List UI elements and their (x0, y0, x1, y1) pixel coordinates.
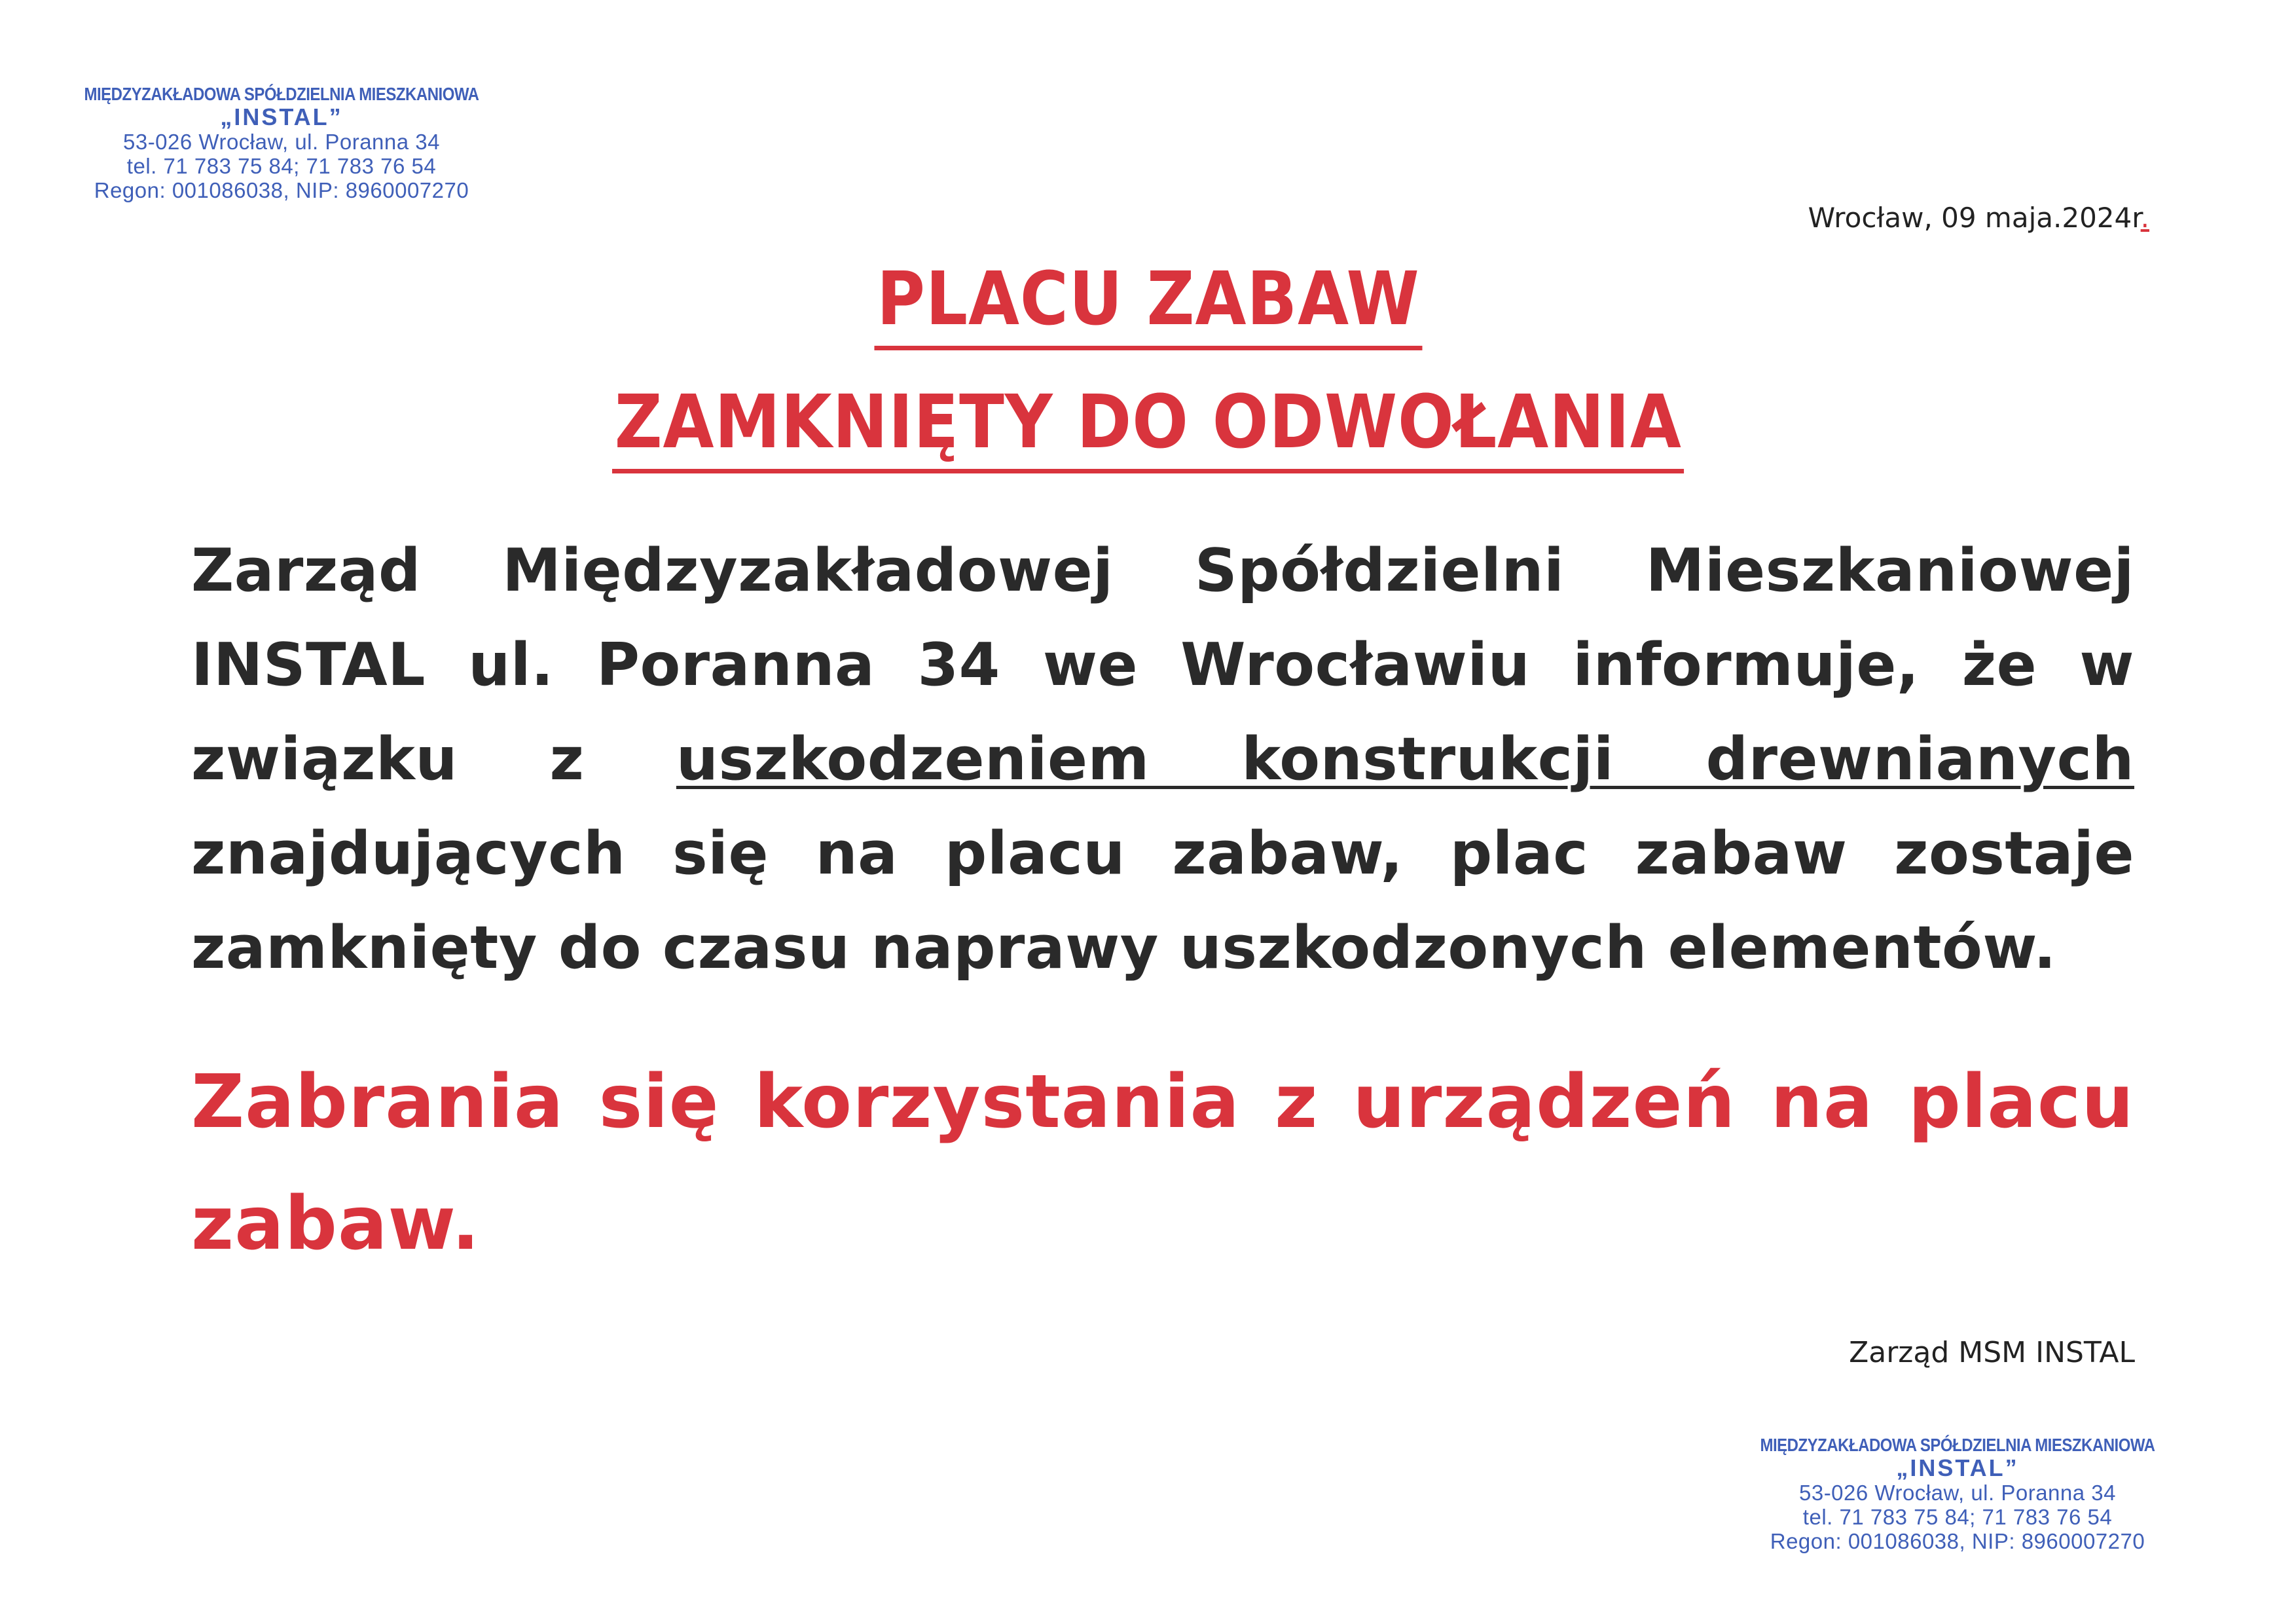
title-line-1-text: PLACU ZABAW (874, 257, 1422, 350)
stamp-address: 53-026 Wrocław, ul. Poranna 34 (1798, 1481, 2116, 1505)
title-line-2-text: ZAMKNIĘTY DO ODWOŁANIA (612, 380, 1684, 473)
stamp-address: 53-026 Wrocław, ul. Poranna 34 (122, 130, 440, 155)
notice-body (191, 524, 2134, 995)
stamp-org-name: MIĘDZYZAKŁADOWA SPÓŁDZIELNIA MIESZKANIOWA (84, 84, 479, 105)
body-part-2: znajdujących się na placu zabaw, plac zabaw zostaje zamknięty do czasu naprawy uszkodzonych elementów. (191, 819, 2134, 982)
title-line-2 (0, 380, 2296, 473)
stamp-phone: tel. 71 783 75 84; 71 783 76 54 (1802, 1505, 2113, 1530)
document-date (1808, 202, 2149, 234)
stamp-ids: Regon: 001086038, NIP: 8960007270 (1770, 1529, 2145, 1554)
title-line-1 (0, 257, 2296, 350)
stamp-org-name: MIĘDZYZAKŁADOWA SPÓŁDZIELNIA MIESZKANIOWA (1760, 1435, 2155, 1456)
date-dot: . (2140, 202, 2149, 234)
stamp-short-name: „INSTAL” (220, 103, 343, 130)
stamp-ids: Regon: 001086038, NIP: 8960007270 (94, 178, 469, 203)
date-text: Wrocław, 09 maja.2024r (1808, 202, 2141, 234)
body-underlined: uszkodzeniem konstrukcji drewnianych (676, 725, 2134, 794)
warning-text: Zabrania się korzystania z urządzeń na placu zabaw. (191, 1060, 2134, 1266)
body-part-1: Zarząd Międzyzakładowej Spółdzielni Mieszkaniowej INSTAL ul. Poranna 34 we Wrocławiu informuje, że w związku z (191, 536, 2134, 794)
stamp-top (59, 86, 504, 203)
stamp-bottom (1735, 1437, 2180, 1554)
stamp-short-name: „INSTAL” (1896, 1454, 2019, 1481)
signature: Zarząd MSM INSTAL (1849, 1336, 2135, 1369)
stamp-phone: tel. 71 783 75 84; 71 783 76 54 (126, 154, 437, 179)
